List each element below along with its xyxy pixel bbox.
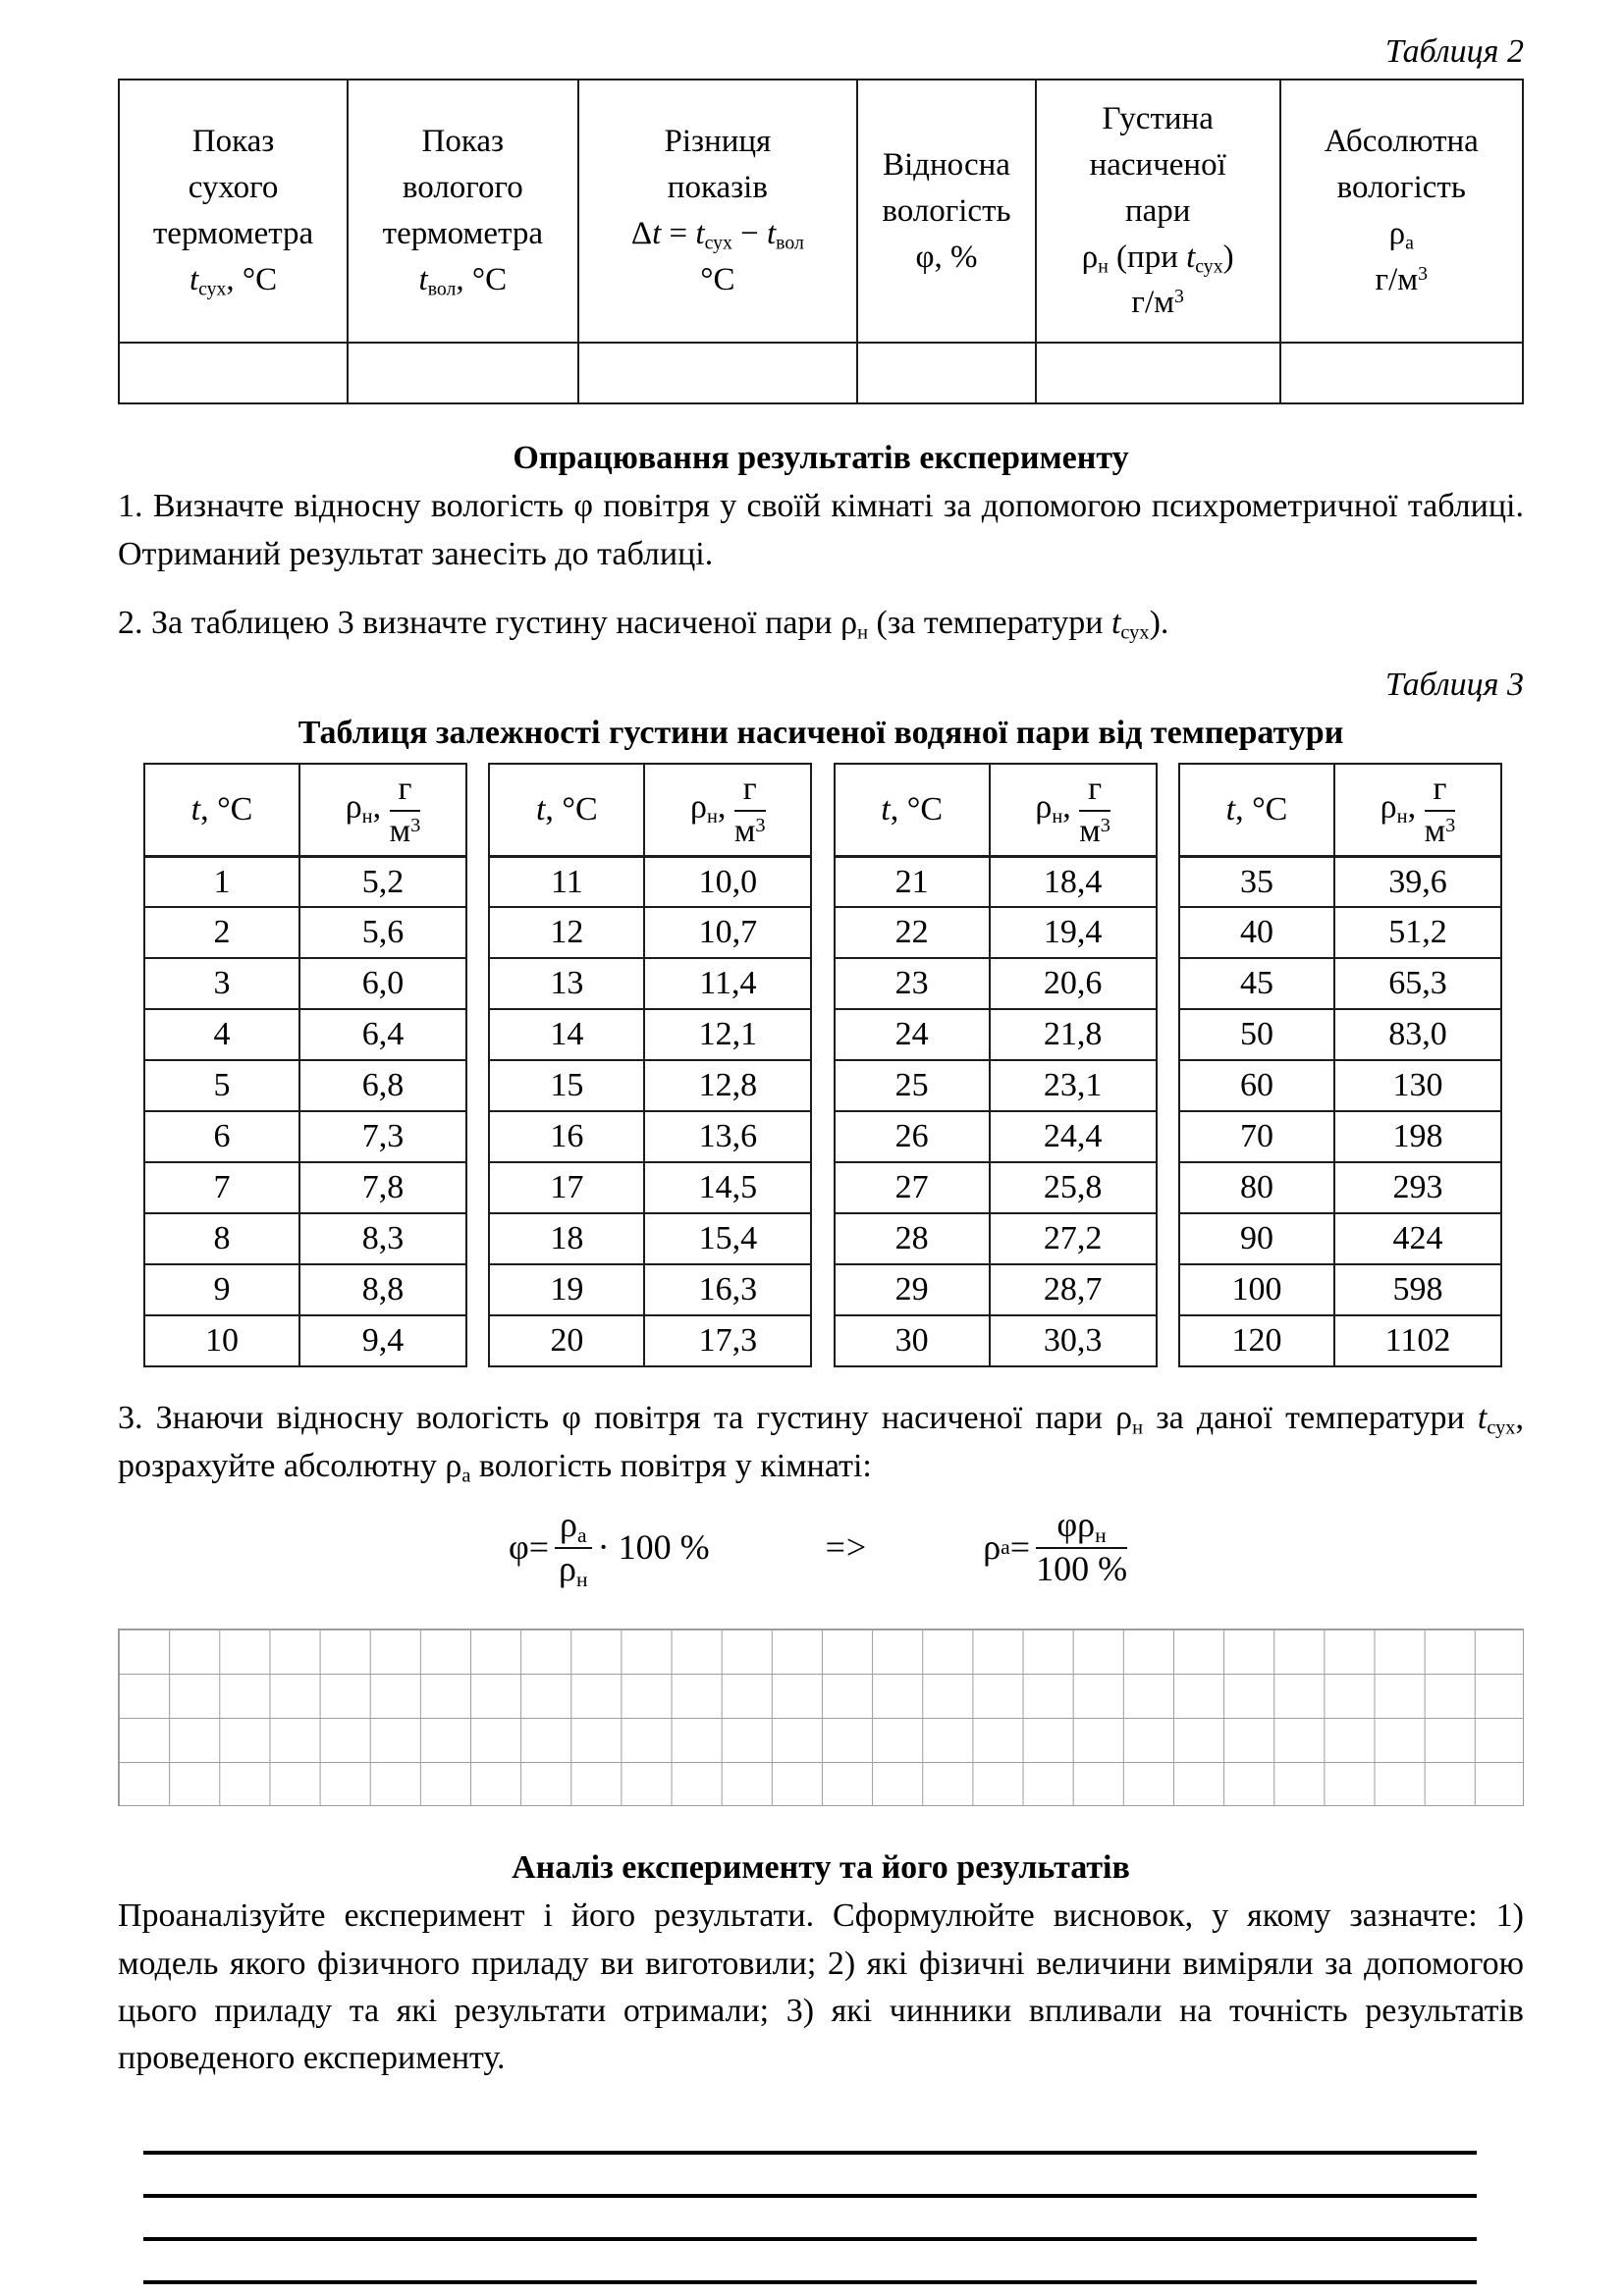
- t3-cell: 5: [144, 1060, 299, 1111]
- t3-cell: 16,3: [644, 1264, 811, 1315]
- t3-cell: 27: [835, 1162, 990, 1213]
- calculation-grid[interactable]: [118, 1629, 1524, 1806]
- t3-row: [144, 856, 466, 907]
- t3-cell: 14: [489, 1009, 644, 1060]
- t3-cell: 10: [144, 1315, 299, 1366]
- t3-cell: 8,3: [299, 1213, 466, 1264]
- t3-row: [835, 1315, 1157, 1366]
- t3-cell: 10,7: [644, 907, 811, 958]
- answer-line[interactable]: [143, 2155, 1477, 2198]
- t3-cell: 20: [489, 1315, 644, 1366]
- t3-cell: 30: [835, 1315, 990, 1366]
- t3-cell: 9,4: [299, 1315, 466, 1366]
- fraction-rho-a-over-rho-n: $\frac{\rho_а}{\rho_н}$: [555, 1506, 592, 1588]
- t3-row: [489, 856, 811, 907]
- t2-col-abs-symbol: $\rho_а$: [1388, 216, 1414, 254]
- t3-row: [489, 1111, 811, 1162]
- t3-cell: 120: [1179, 1315, 1334, 1366]
- t3-row: [1179, 1060, 1501, 1111]
- t3-group-1: [143, 763, 467, 1367]
- t3-cell: 12,8: [644, 1060, 811, 1111]
- t3-row: [835, 856, 1157, 907]
- t3-row: [144, 1111, 466, 1162]
- t3-cell: 22: [835, 907, 990, 958]
- t3-cell: 18,4: [990, 856, 1157, 907]
- t3-cell: 17: [489, 1162, 644, 1213]
- t3-cell: 65,3: [1334, 958, 1501, 1009]
- t3-cell: 11,4: [644, 958, 811, 1009]
- t3-row: [1179, 856, 1501, 907]
- t2-input-cell[interactable]: [857, 343, 1036, 403]
- t3-cell: 19,4: [990, 907, 1157, 958]
- t2-col-wet-line: термометра: [382, 216, 543, 252]
- formula-relative-humidity: φ = $\frac{\rho_а}{\rho_н}$ · 100 %: [508, 1504, 710, 1591]
- t3-header-rho: $\rho_н$, $\frac{г}{м^3}$: [990, 764, 1157, 856]
- section4-heading: Аналіз експерименту та його результатів: [512, 1849, 1130, 1887]
- t3-cell: 7: [144, 1162, 299, 1213]
- t3-cell: 60: [1179, 1060, 1334, 1111]
- t2-col-rel-symbol: φ, %: [915, 239, 978, 275]
- t3-row: [489, 907, 811, 958]
- instruction-item-2: 2. За таблицею 3 визначте густину насиченої пари $\rho_н$ (за температури $t_{сух}$).: [118, 604, 1169, 644]
- t3-row: [1179, 907, 1501, 958]
- t3-cell: 424: [1334, 1213, 1501, 1264]
- t3-row: [835, 1213, 1157, 1264]
- t2-col-rel-line: Відносна: [883, 146, 1010, 183]
- table3-density-vs-temperature: [143, 763, 1502, 1367]
- t3-cell: 25,8: [990, 1162, 1157, 1213]
- table2-header-row: [119, 80, 1523, 343]
- t3-row: [835, 907, 1157, 958]
- t3-cell: 28,7: [990, 1264, 1157, 1315]
- t2-col-saturated-density: [1036, 80, 1280, 343]
- t3-row: [144, 1162, 466, 1213]
- t3-row: [835, 1060, 1157, 1111]
- t2-col-rel-line: вологість: [882, 192, 1011, 229]
- t3-cell: 20,6: [990, 958, 1157, 1009]
- t2-col-difference: [578, 80, 858, 343]
- t3-cell: 7,8: [299, 1162, 466, 1213]
- t3-row: [1179, 1162, 1501, 1213]
- table3-caption: Таблиця 3: [1384, 667, 1524, 704]
- t3-cell: 293: [1334, 1162, 1501, 1213]
- t3-row: [1179, 1315, 1501, 1366]
- t3-cell: 70: [1179, 1111, 1334, 1162]
- table2-psychrometer: [118, 79, 1524, 404]
- t3-cell: 23: [835, 958, 990, 1009]
- implies-arrow: =>: [825, 1526, 868, 1567]
- t3-cell: 24: [835, 1009, 990, 1060]
- t2-col-diff-line: показів: [667, 170, 768, 206]
- t3-row: [144, 1315, 466, 1366]
- t3-row: [1179, 1111, 1501, 1162]
- fraction-phi-rho-over-100: $\frac{\varphi\rho_н}{100 \%}$: [1036, 1504, 1128, 1588]
- t2-col-abs-line: Абсолютна: [1324, 124, 1479, 160]
- t3-cell: 12: [489, 907, 644, 958]
- t3-cell: 21,8: [990, 1009, 1157, 1060]
- t3-cell: 11: [489, 856, 644, 907]
- t3-cell: 7,3: [299, 1111, 466, 1162]
- t3-cell: 5,6: [299, 907, 466, 958]
- t3-cell: 4: [144, 1009, 299, 1060]
- t3-cell: 39,6: [1334, 856, 1501, 907]
- t3-cell: 8: [144, 1213, 299, 1264]
- t2-col-relative-humidity: [857, 80, 1036, 343]
- table2-empty-row: [119, 343, 1523, 403]
- t3-cell: 21: [835, 856, 990, 907]
- t3-cell: 90: [1179, 1213, 1334, 1264]
- analysis-instructions: Проаналізуйте експеримент і його результати. Сформулюйте висновок, у якому зазначте: 1) модель якого фізичного приладу ви виготовили; 2) які фізичні величини виміряли за допомогою цього приладу та які результати отримали; 3) які чинники впливали на точність результатів проведеного експерименту.: [118, 1897, 1524, 2077]
- t3-cell: 83,0: [1334, 1009, 1501, 1060]
- t3-cell: 3: [144, 958, 299, 1009]
- answer-line[interactable]: [143, 2198, 1477, 2241]
- t3-row: [144, 1264, 466, 1315]
- t2-col-diff-unit: °С: [700, 262, 735, 297]
- t3-cell: 50: [1179, 1009, 1334, 1060]
- t3-row: [835, 958, 1157, 1009]
- t3-cell: 198: [1334, 1111, 1501, 1162]
- t2-col-abs-line: вологість: [1336, 170, 1466, 206]
- t2-input-cell[interactable]: [1036, 343, 1280, 403]
- t3-cell: 80: [1179, 1162, 1334, 1213]
- t2-col-dry-symbol: $t_{сух}$, °С: [189, 262, 278, 300]
- t3-cell: 100: [1179, 1264, 1334, 1315]
- t3-row: [489, 1213, 811, 1264]
- t2-col-diff-line: Різниця: [664, 124, 772, 160]
- t3-row: [835, 1264, 1157, 1315]
- t3-row: [489, 958, 811, 1009]
- t3-header-rho: $\rho_н$, $\frac{г}{м^3}$: [299, 764, 466, 856]
- t3-row: [835, 1009, 1157, 1060]
- t2-col-sat-unit: $г/м^3$: [1131, 285, 1184, 321]
- t3-cell: 6,0: [299, 958, 466, 1009]
- t3-row: [1179, 1009, 1501, 1060]
- t2-col-wet-symbol: $t_{вол}$, °С: [418, 262, 508, 300]
- t2-input-cell[interactable]: [578, 343, 858, 403]
- table2-caption: Таблиця 2: [1384, 33, 1524, 70]
- t2-col-sat-symbol: $\rho_н$ (при $t_{сух}$): [1081, 239, 1234, 278]
- t3-row: [835, 1162, 1157, 1213]
- formula-absolute-humidity: ρ а = $\frac{\varphi\rho_н}{100 \%}$: [983, 1504, 1128, 1588]
- t3-header-t: t, °С: [1179, 764, 1334, 856]
- t2-col-wet-line: вологого: [402, 170, 523, 206]
- t2-col-diff-formula: $\Delta t = t_{сух} - t_{вол}$: [630, 216, 804, 254]
- t3-header-rho: $\rho_н$, $\frac{г}{м^3}$: [644, 764, 811, 856]
- t3-cell: 25: [835, 1060, 990, 1111]
- t3-cell: 1102: [1334, 1315, 1501, 1366]
- t3-group-2: [488, 763, 812, 1367]
- instruction-item-1: 1. Визначте відносну вологість φ повітря у своїй кімнаті за допомогою психрометричної таблиці. Отриманий результат занесіть до таблиці.: [118, 488, 1524, 572]
- t3-row: [144, 1060, 466, 1111]
- t2-col-dry-line: термометра: [152, 216, 314, 252]
- t3-cell: 13,6: [644, 1111, 811, 1162]
- section1-heading: Опрацювання результатів експерименту: [513, 440, 1129, 477]
- t3-cell: 30,3: [990, 1315, 1157, 1366]
- t3-row: [489, 1162, 811, 1213]
- t3-group-4: [1178, 763, 1502, 1367]
- t2-col-sat-line: пари: [1124, 192, 1191, 229]
- t3-cell: 1: [144, 856, 299, 907]
- t3-cell: 13: [489, 958, 644, 1009]
- t3-cell: 28: [835, 1213, 990, 1264]
- t3-cell: 29: [835, 1264, 990, 1315]
- t2-col-wet-line: Показ: [421, 124, 505, 160]
- t3-row: [1179, 958, 1501, 1009]
- t3-row: [489, 1315, 811, 1366]
- t3-cell: 6,8: [299, 1060, 466, 1111]
- t3-cell: 19: [489, 1264, 644, 1315]
- t3-cell: 10,0: [644, 856, 811, 907]
- t3-row: [144, 1213, 466, 1264]
- answer-line[interactable]: [143, 2111, 1477, 2155]
- t3-cell: 26: [835, 1111, 990, 1162]
- t3-cell: 17,3: [644, 1315, 811, 1366]
- t3-cell: 12,1: [644, 1009, 811, 1060]
- t3-row: [489, 1009, 811, 1060]
- t3-row: [144, 1009, 466, 1060]
- t3-cell: 51,2: [1334, 907, 1501, 958]
- t2-input-cell[interactable]: [1280, 343, 1523, 403]
- t3-header-t: t, °С: [144, 764, 299, 856]
- t3-cell: 24,4: [990, 1111, 1157, 1162]
- answer-lines: [143, 2111, 1524, 2284]
- t3-cell: 15: [489, 1060, 644, 1111]
- t3-cell: 16: [489, 1111, 644, 1162]
- t3-cell: 5,2: [299, 856, 466, 907]
- t2-col-dry: [119, 80, 348, 343]
- t3-header-t: t, °С: [835, 764, 990, 856]
- t3-row: [489, 1060, 811, 1111]
- t2-col-sat-line: насиченої: [1089, 146, 1226, 183]
- instruction-item-3: 3. Знаючи відносну вологість φ повітря та густину насиченої пари $\rho_н$ за даної температури $t_{сух}$, розрахуйте абсолютну $\rho_а$ вологість повітря у кімнаті:: [118, 1400, 1525, 1487]
- t3-cell: 40: [1179, 907, 1334, 958]
- t3-cell: 8,8: [299, 1264, 466, 1315]
- t3-cell: 27,2: [990, 1213, 1157, 1264]
- t3-cell: 2: [144, 907, 299, 958]
- t2-input-cell[interactable]: [348, 343, 578, 403]
- t3-cell: 23,1: [990, 1060, 1157, 1111]
- t3-row: [835, 1111, 1157, 1162]
- t3-cell: 18: [489, 1213, 644, 1264]
- t3-cell: 15,4: [644, 1213, 811, 1264]
- t2-col-dry-line: сухого: [188, 170, 279, 206]
- t3-cell: 6: [144, 1111, 299, 1162]
- t3-group-3: [834, 763, 1158, 1367]
- t3-row: [1179, 1213, 1501, 1264]
- t3-header-rho: $\rho_н$, $\frac{г}{м^3}$: [1334, 764, 1501, 856]
- t3-row: [1179, 1264, 1501, 1315]
- t2-col-abs-unit: $г/м^3$: [1375, 262, 1429, 297]
- t3-cell: 35: [1179, 856, 1334, 907]
- table3-title: Таблиця залежності густини насиченої водяної пари від температури: [298, 715, 1344, 752]
- t2-col-absolute-humidity: [1280, 80, 1523, 343]
- t2-col-dry-line: Показ: [191, 124, 275, 160]
- t3-row: [144, 958, 466, 1009]
- t3-cell: 6,4: [299, 1009, 466, 1060]
- t2-col-sat-line: Густина: [1102, 101, 1214, 136]
- t2-col-wet: [348, 80, 578, 343]
- humidity-formulas: [118, 1504, 1524, 1591]
- answer-line[interactable]: [143, 2241, 1477, 2284]
- t3-row: [144, 907, 466, 958]
- t3-cell: 9: [144, 1264, 299, 1315]
- t2-input-cell[interactable]: [119, 343, 348, 403]
- t3-header-t: t, °С: [489, 764, 644, 856]
- t3-cell: 14,5: [644, 1162, 811, 1213]
- t3-row: [489, 1264, 811, 1315]
- t3-cell: 45: [1179, 958, 1334, 1009]
- t3-cell: 598: [1334, 1264, 1501, 1315]
- t3-cell: 130: [1334, 1060, 1501, 1111]
